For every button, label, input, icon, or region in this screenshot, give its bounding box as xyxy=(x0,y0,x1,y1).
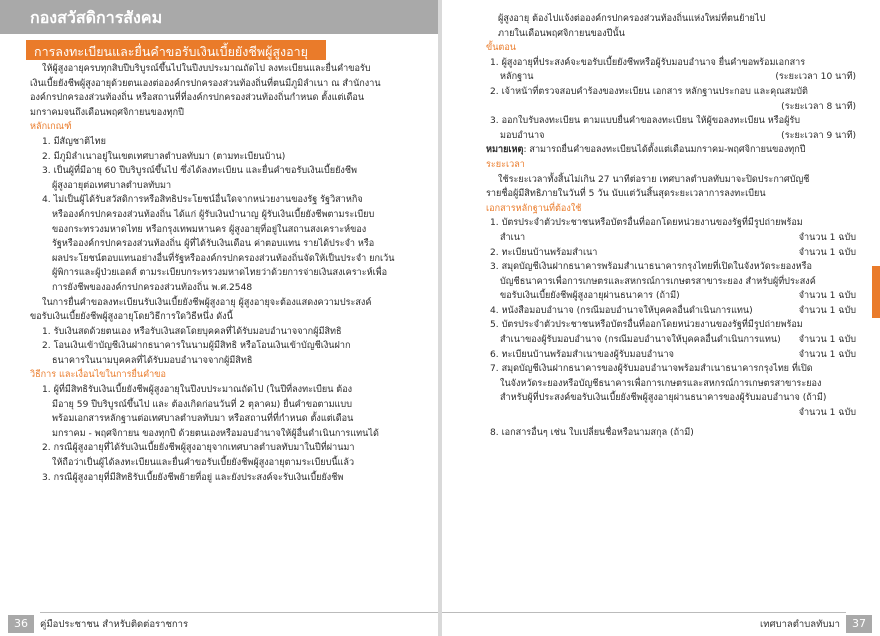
list-item: ให้ถือว่าเป็นผู้ได้ลงทะเบียนและยื่นคำขอรับเบี้ยยังชีพผู้สูงอายุตามระเบียบนี้แล้ว xyxy=(52,458,355,469)
left-footer xyxy=(0,612,438,636)
list-item: 2. มีภูมิลำเนาอยู่ในเขตเทศบาลตำบลทับมา (ตามทะเบียนบ้าน) xyxy=(42,151,286,162)
doc-item xyxy=(490,304,856,319)
list-item: รัฐหรือองค์กรปกครองส่วนท้องถิ่น ผู้ที่ได้รับเงินเดือน ค่าตอบแทน รายได้ประจำ หรือ xyxy=(52,239,375,250)
step-item xyxy=(490,114,856,129)
receive-methods-list xyxy=(30,325,394,369)
intro-line: มกราคมจนถึงเดือนพฤศจิกายนของทุกปี xyxy=(30,107,184,118)
doc-qty: จำนวน 1 ฉบับ xyxy=(798,232,856,243)
doc-qty: จำนวน 1 ฉบับ xyxy=(798,305,856,316)
doc-item xyxy=(490,406,856,421)
doc-text: ขอรับเงินเบี้ยยังชีพผู้สูงอายุผ่านธนาคาร (ถ้ามี) xyxy=(500,291,680,302)
doc-item xyxy=(490,348,856,363)
text-line: ผู้สูงอายุ ต้องไปแจ้งต่อองค์กรปกครองส่วนท้องถิ่นแห่งใหม่ที่ตนย้ายไป xyxy=(498,14,766,24)
intro-line: เงินเบี้ยยังชีพผู้สูงอายุด้วยตนเองต่อองค์กรปกครองส่วนท้องถิ่นที่ตนมีภูมิลำเนา ณ สำนักงาน xyxy=(30,78,381,89)
step-item xyxy=(490,100,856,115)
list-item: 3. เป็นผู้ที่มีอายุ 60 ปีบริบูรณ์ขึ้นไป ซึ่งได้ลงทะเบียน และยื่นคำขอรับเงินเบี้ยยังชีพ xyxy=(42,166,358,177)
list-item: ผู้สูงอายุต่อเทศบาลตำบลทับมา xyxy=(52,180,172,191)
page-header xyxy=(0,0,438,34)
note-label: หมายเหตุ xyxy=(486,145,524,156)
docs-list xyxy=(486,216,856,440)
doc-text: 7. สมุดบัญชีเงินฝากธนาคารของผู้รับมอบอำนาจพร้อมสำเนาธนาคารกรุงไทย ที่เปิด xyxy=(490,364,813,375)
receive-intro-line: ขอรับเงินเบี้ยยังชีพผู้สูงอายุโดยวิธีการใดวิธีหนึ่ง ดังนี้ xyxy=(30,312,233,323)
doc-text: สำหรับผู้ที่ประสงค์ขอรับเงินเบี้ยยังชีพผู้สูงอายุผ่านธนาคารของผู้รับมอบอำนาจ (ถ้ามี) xyxy=(500,393,827,404)
steps-heading: ขั้นตอน xyxy=(486,43,517,54)
doc-text: ในจังหวัดระยองหรือบัญชีธนาคารเพื่อการเกษตรและสหกรณ์การเกษตรสาขาระยอง xyxy=(500,378,822,389)
criteria-heading: หลักเกณฑ์ xyxy=(30,122,72,133)
step-text: หลักฐาน xyxy=(500,72,534,83)
duration-line: รายชื่อผู้มีสิทธิภายในวันที่ 5 วัน นับแต่วันสิ้นสุดระยะเวลาการลงทะเบียน xyxy=(486,189,766,200)
left-content xyxy=(30,62,394,485)
footer-text: คู่มือประชาชน สำหรับติดต่อราชการ xyxy=(40,619,189,630)
duration-heading: ระยะเวลา xyxy=(486,159,525,170)
doc-text: 2. ทะเบียนบ้านพร้อมสำเนา xyxy=(490,247,598,258)
step-text: มอบอำนาจ xyxy=(500,130,545,141)
left-page xyxy=(0,0,438,636)
doc-text: 3. สมุดบัญชีเงินฝากธนาคารพร้อมสำเนาธนาคารกรุงไทยที่เปิดในจังหวัดระยองหรือ xyxy=(490,262,813,273)
list-item: ธนาคารในนามบุคคลที่ได้รับมอบอำนาจจากผู้มีสิทธิ xyxy=(52,355,253,366)
doc-text: สำเนา xyxy=(500,232,526,243)
step-item xyxy=(490,85,856,100)
list-item: ผลประโยชน์ตอบแทนอย่างอื่นที่รัฐหรือองค์กรปกครองส่วนท้องถิ่นจัดให้เป็นประจำ ยกเว้น xyxy=(52,253,395,264)
doc-text: สำเนาของผู้รับมอบอำนาจ (กรณีมอบอำนาจให้บุคคลอื่นดำเนินการแทน) xyxy=(500,335,781,346)
footer-divider xyxy=(442,612,846,613)
doc-item xyxy=(490,260,856,275)
section-banner xyxy=(26,40,326,60)
list-item: 3. กรณีผู้สูงอายุที่มีสิทธิรับเบี้ยยังชีพย้ายที่อยู่ และยังประสงค์จะรับเงินเบี้ยยังชีพ xyxy=(42,472,344,483)
list-item: ของกระทรวงมหาดไทย หรือกรุงเทพมหานคร ผู้สูงอายุที่อยู่ในสถานสงเคราะห์ของ xyxy=(52,224,367,235)
doc-text: 5. บัตรประจำตัวประชาชนหรือบัตรอื่นที่ออกโดยหน่วยงานของรัฐที่มีรูปถ่ายพร้อม xyxy=(490,320,803,331)
intro-line: องค์กรปกครองส่วนท้องถิ่น หรือสถานที่ที่องค์กรปกครองส่วนท้องถิ่นกำหนด ตั้งแต่เดือน xyxy=(30,93,365,104)
methods-heading: วิธีการ และเงื่อนไขในการยื่นคำขอ xyxy=(30,370,166,381)
step-text: 3. ออกใบรับลงทะเบียน ตามแบบยื่นคำขอลงทะเบียน ให้ผู้ขอลงทะเบียน หรือผู้รับ xyxy=(490,116,801,127)
methods-list xyxy=(30,383,394,485)
doc-qty: จำนวน 1 ฉบับ xyxy=(798,291,856,302)
receive-intro-line: ในการยื่นคำขอลงทะเบียนรับเงินเบี้ยยังชีพผู้สูงอายุ ผู้สูงอายุจะต้องแสดงความประสงค์ xyxy=(42,297,372,308)
doc-item xyxy=(490,333,856,348)
list-item: มีอายุ 59 ปีบริบูรณ์ขึ้นไป และ ต้องเกิดก่อนวันที่ 2 ตุลาคม) ยื่นคำขอตามแบบ xyxy=(52,399,352,410)
footer-divider xyxy=(40,612,438,613)
docs-heading: เอกสารหลักฐานที่ต้องใช้ xyxy=(486,203,582,214)
list-item: มกราคม - พฤศจิกายน ของทุกปี ด้วยตนเองหรือมอบอำนาจให้ผู้อื่นดำเนินการแทนได้ xyxy=(52,428,379,439)
footer-text: เทศบาลตำบลทับมา xyxy=(760,619,840,630)
doc-item xyxy=(490,289,856,304)
step-time: (ระยะเวลา 9 นาที) xyxy=(781,130,856,141)
list-item: การยังชีพขององค์กรปกครองส่วนท้องถิ่น พ.ศ.2548 xyxy=(52,282,253,293)
doc-item xyxy=(490,275,856,290)
doc-item xyxy=(490,231,856,246)
text-line: ภายในเดือนพฤศจิกายนของปีนั้น xyxy=(498,28,625,39)
list-item: 1. รับเงินสดด้วยตนเอง หรือรับเงินสดโดยบุคคลที่ได้รับมอบอำนาจจากผู้มีสิทธิ xyxy=(42,326,342,337)
right-footer xyxy=(442,612,880,636)
doc-text: 6. ทะเบียนบ้านพร้อมสำเนาของผู้รับมอบอำนาจ xyxy=(490,349,674,360)
list-item: พร้อมเอกสารหลักฐานต่อเทศบาลตำบลทับมา หรือสถานที่ที่กำหนด ตั้งแต่เดือน xyxy=(52,414,354,425)
list-item: 2. โอนเงินเข้าบัญชีเงินฝากธนาคารในนามผู้มีสิทธิ หรือโอนเงินเข้าบัญชีเงินฝาก xyxy=(42,341,351,352)
list-item: 2. กรณีผู้สูงอายุที่ได้รับเงินเบี้ยยังชีพผู้สูงอายุจากเทศบาลตำบลทับมาในปีที่ผ่านมา xyxy=(42,443,355,454)
doc-item xyxy=(490,246,856,261)
doc-qty: จำนวน 1 ฉบับ xyxy=(798,247,856,258)
doc-qty: จำนวน 1 ฉบับ xyxy=(798,408,856,419)
page-number: 36 xyxy=(8,615,34,633)
duration-line: ใช้ระยะเวลาทั้งสิ้นไม่เกิน 27 นาทีต่อราย เทศบาลตำบลทับมาจะปิดประกาศบัญชี xyxy=(498,174,810,185)
doc-item xyxy=(490,391,856,406)
doc-qty: จำนวน 1 ฉบับ xyxy=(798,335,856,346)
section-title: การลงทะเบียนและยื่นคำขอรับเงินเบี้ยยังชีพผู้สูงอายุ xyxy=(34,44,308,59)
list-item: 1. ผู้ที่มีสิทธิรับเงินเบี้ยยังชีพผู้สูงอายุในปีงบประมาณถัดไป (ในปีที่ลงทะเบียน ต้อง xyxy=(42,385,353,396)
list-item: 1. มีสัญชาติไทย xyxy=(42,136,106,147)
chapter-tab xyxy=(872,266,880,318)
list-item: ผู้พิการและผู้ป่วยเอดส์ ตามระเบียบกระทรวงมหาดไทยว่าด้วยการจ่ายเงินสงเคราะห์เพื่อ xyxy=(52,268,388,279)
steps-list xyxy=(486,56,856,144)
step-item xyxy=(490,70,856,85)
step-time: (ระยะเวลา 10 นาที) xyxy=(775,72,856,83)
department-title: กองสวัสดิการสังคม xyxy=(30,8,163,27)
step-time: (ระยะเวลา 8 นาที) xyxy=(781,101,856,112)
list-item: 4. ไม่เป็นผู้ได้รับสวัสดิการหรือสิทธิประโยชน์อื่นใดจากหน่วยงานของรัฐ รัฐวิสาหกิจ xyxy=(42,195,363,206)
doc-item xyxy=(490,216,856,231)
intro-line: ให้ผู้สูงอายุครบทุกสิบปีบริบูรณ์ขึ้นไปในปีงบประมาณถัดไป ลงทะเบียนและยื่นคำขอรับ xyxy=(42,64,371,74)
doc-text: 8. เอกสารอื่นๆ เช่น ใบเปลี่ยนชื่อหรือนามสกุล (ถ้ามี) xyxy=(490,427,694,438)
doc-text: 1. บัตรประจำตัวประชาชนหรือบัตรอื่นที่ออกโดยหน่วยงานของรัฐที่มีรูปถ่ายพร้อม xyxy=(490,218,803,229)
note-text: : สามารถยื่นคำขอลงทะเบียนได้ตั้งแต่เดือนมกราคม-พฤศจิกายนของทุกปี xyxy=(523,145,806,156)
page-number: 37 xyxy=(846,615,872,633)
right-content xyxy=(486,12,856,440)
doc-item xyxy=(490,318,856,333)
continued-text xyxy=(486,12,856,41)
doc-text: 4. หนังสือมอบอำนาจ (กรณีมอบอำนาจให้บุคคลอื่นดำเนินการแทน) xyxy=(490,305,753,316)
step-item xyxy=(490,129,856,144)
step-item xyxy=(490,56,856,71)
doc-item xyxy=(490,426,856,441)
step-text: 1. ผู้สูงอายุที่ประสงค์จะขอรับเบี้ยยังชีพหรือผู้รับมอบอำนาจ ยื่นคำขอพร้อมเอกสาร xyxy=(490,57,806,68)
note xyxy=(486,143,856,158)
doc-item xyxy=(490,377,856,392)
step-text: 2. เจ้าหน้าที่ตรวจสอบคำร้องของทะเบียน เอกสาร หลักฐานประกอบ และคุณสมบัติ xyxy=(490,86,808,97)
doc-qty: จำนวน 1 ฉบับ xyxy=(798,349,856,360)
list-item: หรือองค์กรปกครองส่วนท้องถิ่น ได้แก่ ผู้รับเงินบำนาญ ผู้รับเงินเบี้ยยังชีพตามระเบียบ xyxy=(52,209,375,220)
doc-text: บัญชีธนาคารเพื่อการเกษตรและสหกรณ์การเกษตรสาขาระยอง สำหรับผู้ที่ประสงค์ xyxy=(500,276,816,287)
criteria-list xyxy=(30,135,394,296)
right-page xyxy=(442,0,880,636)
doc-item xyxy=(490,362,856,377)
